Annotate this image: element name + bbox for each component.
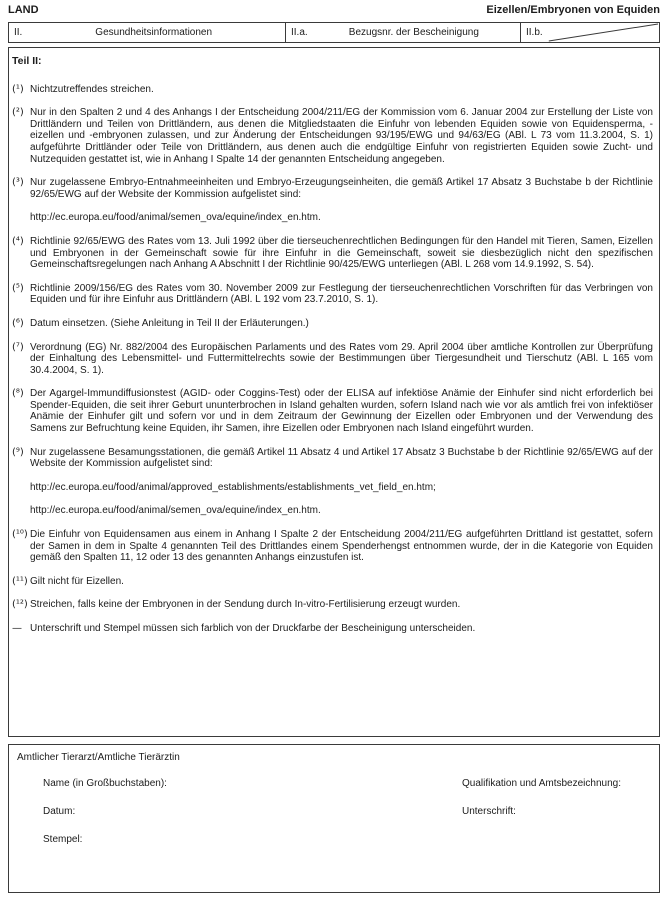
part-ii-box bbox=[8, 47, 660, 737]
footnote-1 bbox=[9, 84, 659, 96]
footnote-url: http://ec.europa.eu/food/animal/semen_ova/equine/index_en.htm. bbox=[30, 505, 321, 517]
footnote-marker: (¹⁰) bbox=[12, 529, 28, 541]
qualification-label: Qualifikation und Amtsbezeichnung: bbox=[462, 778, 621, 789]
footnote-marker: (⁵) bbox=[12, 282, 24, 294]
footnote-6 bbox=[9, 318, 659, 330]
footnote-10 bbox=[9, 529, 659, 564]
section-ii-label: Gesundheitsinformationen bbox=[95, 27, 213, 38]
section-ii-cell bbox=[9, 23, 286, 42]
footnote-marker: (⁷) bbox=[12, 341, 24, 353]
footnote-9 bbox=[9, 447, 659, 517]
footnote-marker: (²) bbox=[12, 107, 24, 119]
country-label: LAND bbox=[8, 4, 39, 16]
footnote-11 bbox=[9, 576, 659, 588]
footnote-marker: (⁴) bbox=[12, 235, 24, 247]
footnote-text: Nur zugelassene Embryo-Entnahmeeinheiten und Embryo-Erzeugungseinheiten, die gemäß Artikel 17 Absatz 3 Buchstabe b der Richtlinie 92/65/EWG auf der Website der Kommission aufgelistet sind: bbox=[30, 177, 653, 200]
section-iib-cell bbox=[521, 23, 659, 42]
footnote-2 bbox=[9, 107, 659, 165]
section-ii-code: II. bbox=[14, 27, 23, 38]
stamp-label: Stempel: bbox=[43, 834, 83, 845]
document-header bbox=[0, 0, 668, 22]
footnote-7 bbox=[9, 342, 659, 377]
footnote-12 bbox=[9, 599, 659, 611]
footnote-marker: (¹¹) bbox=[12, 575, 28, 587]
official-vet-section bbox=[8, 744, 660, 893]
document-title: Eizellen/Embryonen von Equiden bbox=[486, 4, 660, 16]
footnote-8 bbox=[9, 388, 659, 434]
footnote-text: Datum einsetzen. (Siehe Anleitung in Teil II der Erläuterungen.) bbox=[30, 317, 309, 329]
footnote-marker: (³) bbox=[12, 177, 24, 189]
section-iia-label: Bezugsnr. der Bescheinigung bbox=[348, 27, 479, 38]
footnote-url: http://ec.europa.eu/food/animal/semen_ova/equine/index_en.htm. bbox=[30, 212, 321, 224]
footnote-text: Nichtzutreffendes streichen. bbox=[30, 83, 154, 95]
footnote-marker: (¹²) bbox=[12, 599, 28, 611]
signature-label: Unterschrift: bbox=[462, 806, 516, 817]
official-vet-title: Amtlicher Tierarzt/Amtliche Tierärztin bbox=[17, 752, 180, 763]
footnote-text: Der Agargel-Immundiffusionstest (AGID- oder Coggins-Test) oder der ELISA auf infektiöse Anämie der Einhufer sind nicht erforderlich bei Spender-Equiden, die seit ihrer Geburt ununterbrochen in Island gehalten wurden, sofern Island nach wie vor als amtlich frei von infektiöser Anämie der Einhufer gilt und sofern vor und in dem Zeitraum der Gewinnung der Eizellen oder Embryonen und der Verwendung des Samens zur Befruchtung keine Equiden, ihr Samen, ihre Eizellen oder Embryonen nach Island eingeführt wurden. bbox=[30, 388, 653, 435]
signature-color-note-text: Unterschrift und Stempel müssen sich farblich von der Druckfarbe der Bescheinigung unterscheiden. bbox=[30, 623, 476, 634]
footnote-text: Nur in den Spalten 2 und 4 des Anhangs I der Entscheidung 2004/211/EG der Kommission vom 6. Januar 2004 zur Erstellung der Liste von Drittländern und Teilen von Drittländern, aus denen die Mitgliedstaaten die Einfuhr von lebenden Equiden sowie von Equidensperma, -eizellen und -embryonen zulassen, und zur Änderung der Entscheidungen 93/195/EWG und 94/63/EG (ABl. L 73 vom 11.3.2004, S. 1) aufgeführte Drittländer oder Teile von Drittländern, aus denen auch die endgültige Einfuhr von registrierten Equiden sowie Zucht- und Nutzequiden gestattet ist, wie in Anhang I Spalte 14 der genannten Entscheidung angegeben. bbox=[30, 107, 653, 165]
section-iia-cell bbox=[286, 23, 521, 42]
section-iib-code: II.b. bbox=[526, 27, 543, 38]
footnote-marker: (⁶) bbox=[12, 317, 24, 329]
footnote-text: Verordnung (EG) Nr. 882/2004 des Europäischen Parlaments und des Rates vom 29. April 2004 über amtliche Kontrollen zur Überprüfung der Einhaltung des Lebensmittel- und Futtermittelrechts sowie der Bestimmungen über Tiergesundheit und Tierschutz (ABl. L 165 vom 30.4.2004, S. 1). bbox=[30, 341, 653, 376]
footnote-marker: (⁸) bbox=[12, 388, 24, 400]
date-label: Datum: bbox=[43, 806, 76, 817]
footnote-text: Die Einfuhr von Equidensamen aus einem in Anhang I Spalte 2 der Entscheidung 2004/211/EG aufgeführten Drittland ist gestattet, sofern der Samen in dem in Spalte 4 genannten Teil des Drittlandes einem Spenderhengst entnommen wurde, der in die Kategorie von Equiden gemäß den Spalten 11, 12 oder 13 des genannten Anhangs einzustufen ist. bbox=[30, 529, 653, 564]
name-label: Name (in Großbuchstaben): bbox=[43, 778, 167, 789]
section-iia-code: II.a. bbox=[291, 27, 308, 38]
part-ii-title: Teil II: bbox=[12, 55, 42, 67]
footnote-3 bbox=[9, 177, 659, 224]
footnote-text: Nur zugelassene Besamungsstationen, die gemäß Artikel 11 Absatz 4 und Artikel 17 Absatz 3 Buchstabe b der Richtlinie 92/65/EWG auf der Website der Kommission aufgelistet sind: bbox=[30, 446, 653, 470]
footnote-5 bbox=[9, 283, 659, 306]
footnote-4 bbox=[9, 236, 659, 271]
certificate-header-table bbox=[8, 22, 660, 43]
footnote-text: Richtlinie 2009/156/EG des Rates vom 30. November 2009 zur Festlegung der tierseuchenrechtlichen Vorschriften für das Verbringen von Equiden und für ihre Einfuhr aus Drittländern (ABl. L 192 vom 23.7.2010, S. 1). bbox=[30, 282, 653, 306]
footnote-marker: (¹) bbox=[12, 83, 24, 95]
footnote-text: Gilt nicht für Eizellen. bbox=[30, 575, 124, 587]
footnote-text: Streichen, falls keine der Embryonen in der Sendung durch In-vitro-Fertilisierung erzeugt wurden. bbox=[30, 599, 461, 611]
dash-marker: — bbox=[12, 623, 22, 634]
footnote-text: Richtlinie 92/65/EWG des Rates vom 13. Juli 1992 über die tierseuchenrechtlichen Bedingungen für den Handel mit Tieren, Samen, Eizellen und Embryonen in der Gemeinschaft sowie für ihre Einfuhr in die Gemeinschaft, soweit sie diesbezüglich nicht den spezifischen Gemeinschaftsregelungen nach Anhang A Abschnitt I der Richtlinie 90/425/EWG unterliegen (ABl. L 268 vom 14.9.1992, S. 54). bbox=[30, 235, 653, 271]
diagonal-line-icon bbox=[521, 23, 659, 42]
footnote-marker: (⁹) bbox=[12, 446, 24, 458]
footnote-url: http://ec.europa.eu/food/animal/approved_establishments/establishments_vet_field_en.htm; bbox=[30, 481, 436, 493]
signature-color-note bbox=[9, 623, 659, 635]
